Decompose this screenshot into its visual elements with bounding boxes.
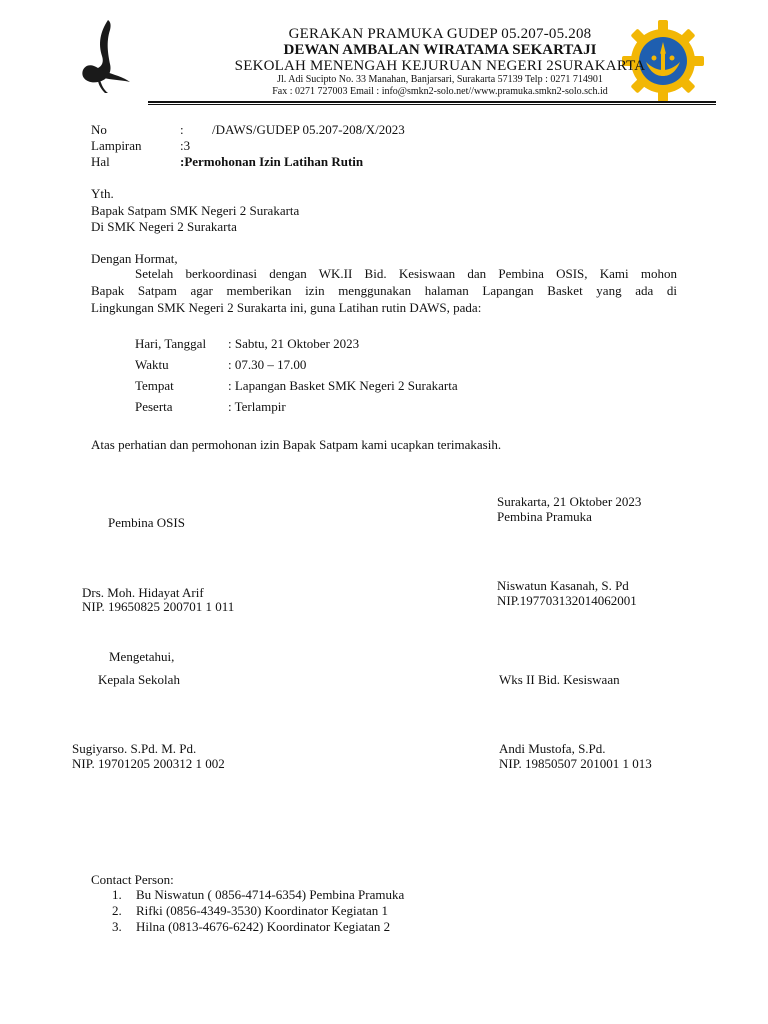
contact-person-list [112,887,404,935]
org-name: GERAKAN PRAMUKA GUDEP 05.207-05.208 [288,26,592,42]
detail-label-participants: Peserta [135,399,173,414]
list-item-text: Bu Niswatun ( 0856-4714-6354) Pembina Pramuka [136,887,405,902]
contact-person-title: Contact Person: [91,872,174,887]
list-item-number: 1. [112,887,122,902]
header-divider [148,101,716,103]
hal-value: :Permohonan Izin Latihan Rutin [180,154,364,169]
wks-nip: NIP. 19850507 201001 1 013 [499,756,652,771]
school-contact: Fax : 0271 727003 Email : info@smkn2-solo.net//www.pramuka.smkn2-solo.sch.id [272,86,608,97]
yth: Yth. [91,186,114,201]
kepsek-title: Kepala Sekolah [98,672,180,687]
no-value: /DAWS/GUDEP 05.207-208/X/2023 [212,122,405,137]
mengetahui: Mengetahui, [109,649,175,664]
recipient-line2: Di SMK Negeri 2 Surakarta [91,219,237,234]
place-date: Surakarta, 21 Oktober 2023 [497,494,642,509]
wks-title: Wks II Bid. Kesiswaan [499,672,620,687]
body-line2: Bapak Satpam agar memberikan izin menggunakan halaman Lapangan Basket yang ada di [91,283,677,298]
pembina-pramuka-title: Pembina Pramuka [497,509,592,524]
detail-value-participants: : Terlampir [228,399,286,414]
osis-signer-nip: NIP. 19650825 200701 1 011 [82,599,235,614]
ambalan-name: DEWAN AMBALAN WIRATAMA SEKARTAJI [283,42,597,58]
list-item [112,903,404,919]
lampiran-value: :3 [180,138,191,153]
list-item [112,887,404,903]
list-item-number: 2. [112,903,122,918]
detail-value-place: : Lapangan Basket SMK Negeri 2 Surakarta [228,378,458,393]
detail-value-time: : 07.30 – 17.00 [228,357,307,372]
school-address: Jl. Adi Sucipto No. 33 Manahan, Banjarsari, Surakarta 57139 Telp : 0271 714901 [277,74,603,85]
list-item-text: Rifki (0856-4349-3530) Koordinator Kegiatan 1 [136,903,389,918]
list-item [112,919,404,935]
lampiran-label: Lampiran [91,138,142,153]
closing-line: Atas perhatian dan permohonan izin Bapak Satpam kami ucapkan terimakasih. [91,437,502,452]
detail-label-date: Hari, Tanggal [135,336,207,351]
greeting: Dengan Hormat, [91,251,178,266]
hal-label: Hal [91,154,110,169]
pramuka-signer-name: Niswatun Kasanah, S. Pd [497,578,629,593]
kepsek-name: Sugiyarso. S.Pd. M. Pd. [72,741,197,756]
list-item-number: 3. [112,919,122,934]
header-divider-thin [148,104,716,105]
detail-label-place: Tempat [135,378,174,393]
school-name: SEKOLAH MENENGAH KEJURUAN NEGERI 2SURAKARTA [234,58,646,74]
list-item-text: Hilna (0813-4676-6242) Koordinator Kegiatan 2 [136,919,391,934]
body-line1: Setelah berkoordinasi dengan WK.II Bid. Kesiswaan dan Pembina OSIS, Kami mohon [135,266,677,281]
no-separator: : [180,122,184,137]
detail-value-date: : Sabtu, 21 Oktober 2023 [228,336,360,351]
recipient-line1: Bapak Satpam SMK Negeri 2 Surakarta [91,203,300,218]
no-label: No [91,122,107,137]
osis-signer-name: Drs. Moh. Hidayat Arif [82,585,204,600]
kepsek-nip: NIP. 19701205 200312 1 002 [72,756,225,771]
pembina-osis-title: Pembina OSIS [108,515,185,530]
wks-name: Andi Mustofa, S.Pd. [499,741,606,756]
detail-label-time: Waktu [135,357,169,372]
body-line3: Lingkungan SMK Negeri 2 Surakarta ini, guna Latihan rutin DAWS, pada: [91,300,482,315]
pramuka-signer-nip: NIP.197703132014062001 [497,593,637,608]
